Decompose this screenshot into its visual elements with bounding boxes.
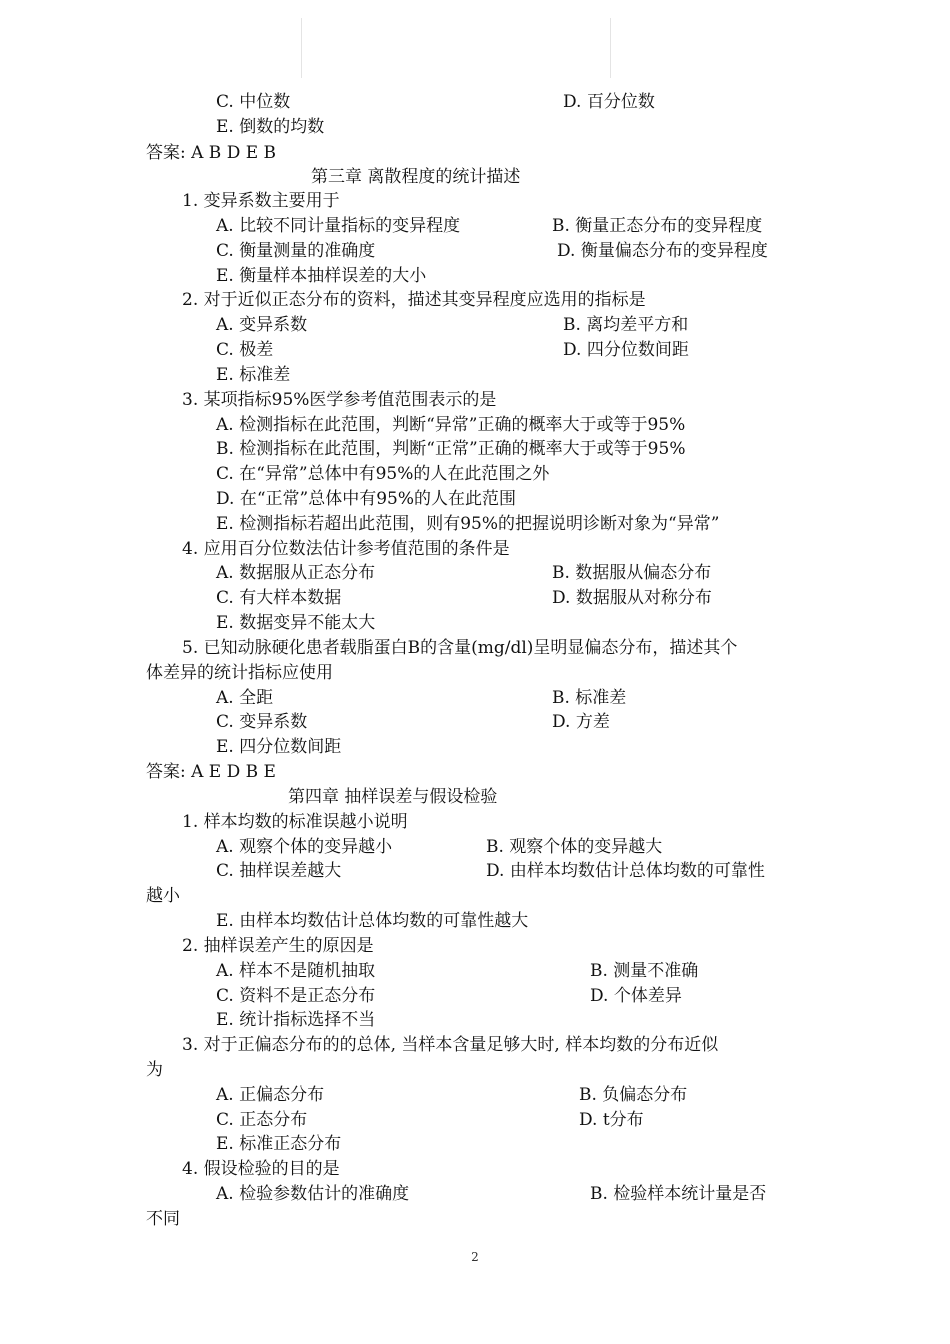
text-line: B. 检测指标在此范围，判断“正常”正确的概率大于或等于95% [216, 439, 686, 459]
text-line: E. 标准正态分布 [216, 1134, 342, 1154]
text-line: 第三章 离散程度的统计描述 [311, 167, 521, 187]
text-line: B. 标准差 [552, 688, 627, 708]
text-line: C. 抽样误差越大 [216, 861, 342, 881]
text-line: 3. 对于正偏态分布的的总体, 当样本含量足够大时, 样本均数的分布近似 [182, 1035, 719, 1055]
text-line: B. 测量不准确 [590, 961, 699, 981]
text-line: 2. 对于近似正态分布的资料，描述其变异程度应选用的指标是 [182, 290, 646, 310]
text-line: D. 衡量偏态分布的变异程度 [557, 241, 768, 261]
top-left-guide-line [301, 18, 302, 78]
text-line: B. 观察个体的变异越大 [486, 837, 663, 857]
text-line: A. 检验参数估计的准确度 [216, 1184, 410, 1204]
text-line: 第四章 抽样误差与假设检验 [288, 787, 498, 807]
text-line: A. 样本不是随机抽取 [216, 961, 376, 981]
text-line: E. 四分位数间距 [216, 737, 342, 757]
text-line: B. 负偏态分布 [579, 1085, 688, 1105]
text-line: D. 由样本均数估计总体均数的可靠性 [486, 861, 765, 881]
text-line: B. 衡量正态分布的变异程度 [552, 216, 763, 236]
text-line: 4. 应用百分位数法估计参考值范围的条件是 [182, 539, 510, 559]
text-line: D. 个体差异 [590, 986, 682, 1006]
text-line: B. 数据服从偏态分布 [552, 563, 712, 583]
text-line: C. 衡量测量的准确度 [216, 241, 376, 261]
text-line: D. t分布 [579, 1110, 644, 1130]
text-line: B. 离均差平方和 [563, 315, 689, 335]
text-line: E. 衡量样本抽样误差的大小 [216, 266, 427, 286]
text-line: D. 方差 [552, 712, 610, 732]
text-line: E. 数据变异不能太大 [216, 613, 376, 633]
text-line: 为 [146, 1060, 163, 1080]
text-line: C. 极差 [216, 340, 274, 360]
text-line: D. 数据服从对称分布 [552, 588, 712, 608]
text-line: A. 数据服从正态分布 [216, 563, 376, 583]
text-line: 1. 变异系数主要用于 [182, 191, 340, 211]
text-line: 1. 样本均数的标准误越小说明 [182, 812, 408, 832]
text-line: 2. 抽样误差产生的原因是 [182, 936, 374, 956]
text-line: 答案: A B D E B [146, 143, 277, 163]
text-line: D. 四分位数间距 [563, 340, 689, 360]
text-line: E. 统计指标选择不当 [216, 1010, 376, 1030]
text-line: C. 有大样本数据 [216, 588, 342, 608]
text-line: 越小 [146, 886, 180, 906]
text-line: 5. 已知动脉硬化患者载脂蛋白B的含量(mg/dl)呈明显偏态分布，描述其个 [182, 638, 738, 658]
text-line: 3. 某项指标95%医学参考值范围表示的是 [182, 390, 497, 410]
text-line: A. 检测指标在此范围，判断“异常”正确的概率大于或等于95% [216, 415, 686, 435]
text-line: A. 正偏态分布 [216, 1085, 325, 1105]
text-line: C. 变异系数 [216, 712, 308, 732]
text-line: A. 全距 [216, 688, 274, 708]
text-line: E. 检测指标若超出此范围，则有95%的把握说明诊断对象为“异常” [216, 514, 720, 534]
text-line: C. 在“异常”总体中有95%的人在此范围之外 [216, 464, 550, 484]
text-line: E. 标准差 [216, 365, 291, 385]
text-line: D. 在“正常”总体中有95%的人在此范围 [216, 489, 516, 509]
text-line: 体差异的统计指标应使用 [146, 663, 333, 683]
text-line: A. 观察个体的变异越小 [216, 837, 393, 857]
text-line: A. 比较不同计量指标的变异程度 [216, 216, 461, 236]
text-line: A. 变异系数 [216, 315, 308, 335]
text-line: D. 百分位数 [563, 92, 655, 112]
text-line: B. 检验样本统计量是否 [590, 1184, 767, 1204]
text-line: C. 资料不是正态分布 [216, 986, 376, 1006]
text-line: E. 倒数的均数 [216, 117, 325, 137]
text-line: 答案: A E D B E [146, 762, 276, 782]
text-line: C. 中位数 [216, 92, 291, 112]
text-line: E. 由样本均数估计总体均数的可靠性越大 [216, 911, 529, 931]
top-right-guide-line [610, 18, 611, 78]
text-line: 不同 [146, 1209, 180, 1229]
text-line: 4. 假设检验的目的是 [182, 1159, 340, 1179]
text-line: C. 正态分布 [216, 1110, 308, 1130]
page-number: 2 [471, 1250, 479, 1264]
